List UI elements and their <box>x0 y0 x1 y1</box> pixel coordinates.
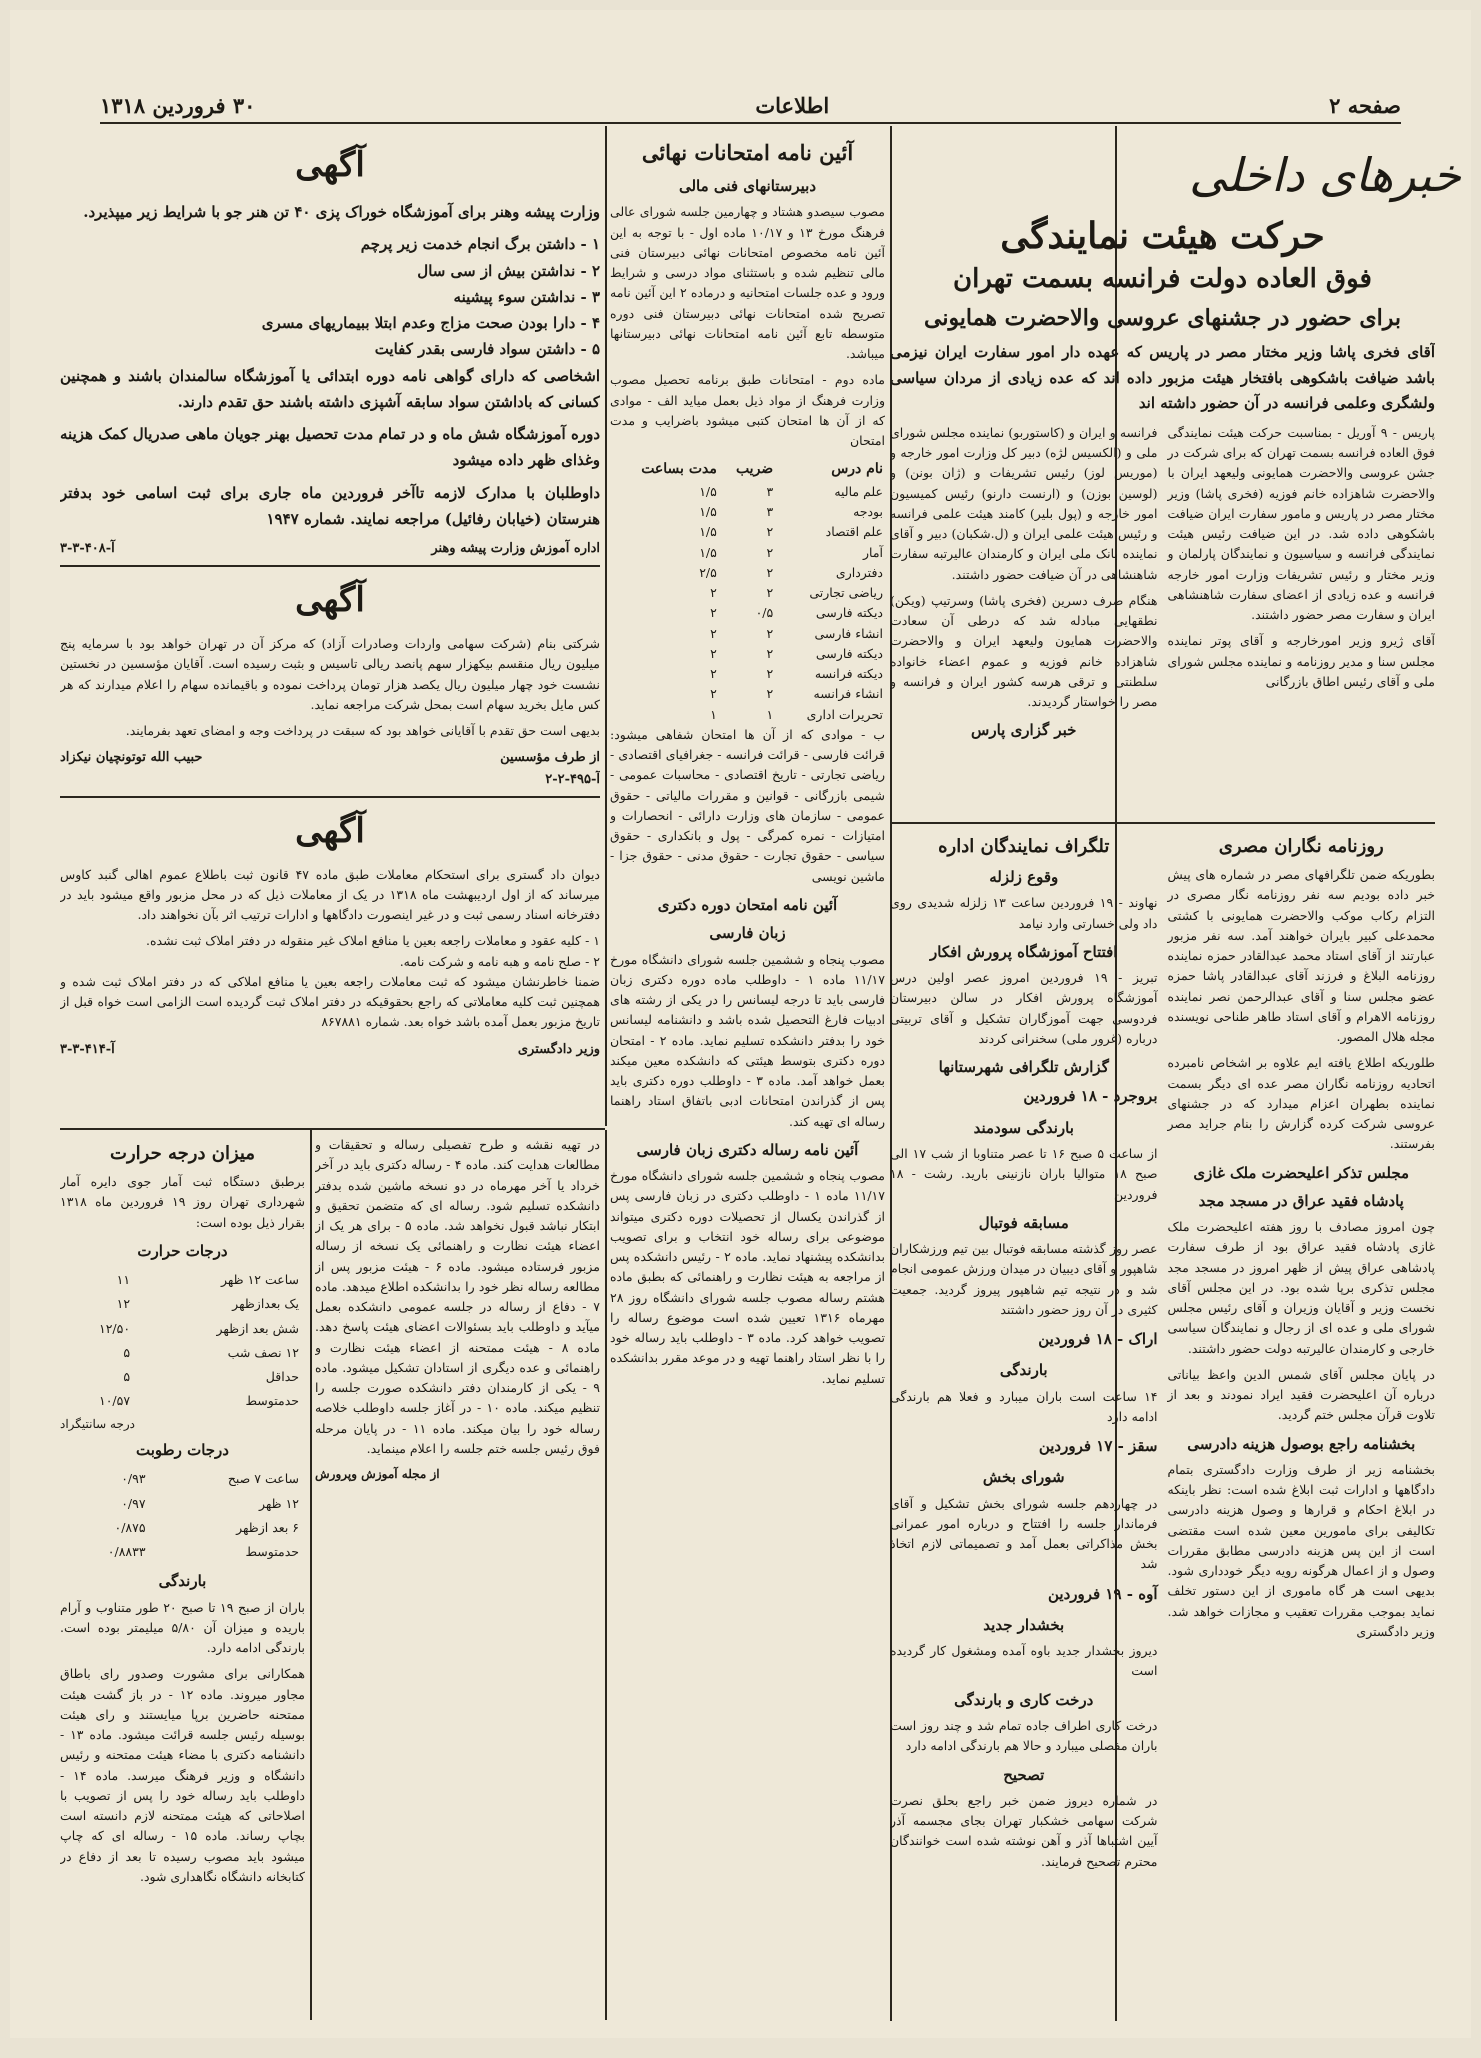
cell-duration: ۲ <box>710 666 717 682</box>
cell-subject: ديكته فارسی <box>815 645 883 661</box>
cell-value: ۱۲/۵۰ <box>98 1320 131 1336</box>
ad-vocational-duration: دوره آموزشگاه شش ماه و در تمام مدت تحصیل بهنر جویان ماهی صدریال کمک هزینه وغذای ظهر داده میشود <box>60 425 600 470</box>
cell-time: یک بعدازظهر <box>232 1296 299 1312</box>
subhead-wedding: برای حضور در جشنهای عروسی والاحضرت همایونی <box>923 304 1401 331</box>
cell-subject: آمار <box>862 544 883 560</box>
cell-duration: ۲/۵ <box>699 564 717 580</box>
journalists-text: بطوریکه ضمن تلگرافهای مصر در شماره های پیش خبر داده بودیم سه نفر روزنامه نگار مصری در التزام رکاب موکب والاحضرت همایونی با کشتی محمدعلی کبیر بایران خواهند آمد. سه نفر مزبور عبارتند از آقای استاد محمد عبدالقادر حمزه نماینده روزنامه البلاغ و فرزند آقای عبدالقادر پاشا حمزه عضو مجلس سنا و آقای عبدالرحمن نصر نماینده روزنامه الاهرام و آقای استاد طاهر طناحی نویسنده مجله هلال المصور. <box>1167 867 1435 1045</box>
school-headline: افتتاح آموزشگاه پرورش افکار <box>930 942 1118 961</box>
cell-value: ۱۲ <box>116 1296 131 1312</box>
journalists-text-2: طلوریکه اطلاع یافته ایم علاوه بر اشخاص نامبرده اتحادیه روزنامه نگاران مصر عده ای دیگر بسمت نماینده بطهران اعزام میدارد که در جشنهای عروسی شرکت کرده گزارش را بنام جراید مصر بفرستند. <box>1167 1055 1435 1152</box>
saqqez-line: سقز - ۱۷ فروردین <box>1038 1437 1158 1456</box>
weather-title: میزان درجه حرارت <box>110 1143 255 1164</box>
headline-delegation: حرکت هیئت نمایندگی <box>1000 215 1325 257</box>
ad-vocational-signature <box>60 538 600 559</box>
exam-subtitle: دبیرستانهای فنی مالی <box>678 177 817 196</box>
lede-paragraph: آقای فخری پاشا وزیر مختار مصر در پاریس که عهده دار امور سفارت ایران نیزمی باشد ضیافت باشکوهی بافتخار هیئت مزبور داده اند که عده زیادی از مردان سیاسی ولشگری وعلمی فرانسه در آن حضور داشته اند <box>890 343 1435 413</box>
tree-headline: درخت کاری و بارندگی <box>954 1690 1094 1709</box>
cell-coefficient: ۰/۵ <box>755 605 774 621</box>
exam-subjects-table <box>610 457 885 725</box>
ad-vocational-number: آ-۴۰۸-۳-۳ <box>60 541 115 557</box>
rain-headline-2: بارندگی <box>999 1361 1048 1380</box>
majles-headline-2: پادشاه فقید عراق در مسجد مجد <box>1198 1191 1404 1210</box>
ad-divider <box>60 796 600 798</box>
cell-subject: علم اقتصاد <box>825 524 883 540</box>
cell-value: ۵ <box>123 1344 131 1360</box>
table-row <box>62 1366 303 1388</box>
ad-justice-text: دیوان داد گستری برای استحکام معاملات طبق ماده ۴۷ قانون ثبت باطلاع عموم اهالی گنبد کاوس میرساند که از اول اردیبهشت ماه ۱۳۱۸ در یک از معاملات ذیل که در محل مزبور واقع میشود باید در دفترخانه اسناد رسمی ثبت و در غیر اینصورت دادگاهها و ادارات ترتیب اثر بآن نخواهند داد. <box>60 866 600 923</box>
council-text: در چهاردهم جلسه شورای بخش تشکیل و آقای فرماندار جلسه را افتتاح و درباره امور عمرانی بخش مذاکراتی بعمل آمد و تصمیماتی لازم اتخاذ شد <box>890 1495 1158 1572</box>
pars-agency: خبر گزاری پارس <box>971 721 1077 740</box>
cell-subject: تحريرات اداری <box>806 706 883 722</box>
cell-duration: ۲ <box>710 625 717 641</box>
exam-intro: مصوب سیصدو هشتاد و چهارمین جلسه شورای عالی فرهنگ مورخ ۱۳ و ۱۰/۱۷ ماده اول - با توجه به این آئین نامه مخصوص امتحانات نهائی دبیرستان فنی مالی تنظیم شده و باستثنای مواد درسی و شرایط ورود و عده جلسات امتحانیه و درماده ۲ این آئین نامه تصریح شده امتحانات نهائی دبیرستان فنی دوره متوسطه تابع آئین نامه امتحانات نهائی دبیرستانها میباشد. <box>610 204 885 362</box>
cell-subject: انشاء فرانسه <box>813 686 883 702</box>
story-para-1b: آقای ژیرو وزیر امورخارجه و آقای پوتر نماینده مجلس سنا و مدیر روزنامه و نماینده مجلس شورای ملی و آقای رئیس اطاق بازرگانی <box>1167 633 1435 689</box>
table-row <box>62 1517 303 1539</box>
subhead-france: فوق العاده دولت فرانسه بسمت تهران <box>953 264 1372 294</box>
cell-coefficient: ۳ <box>766 483 774 499</box>
rainfall-headline: بارندگی <box>158 1572 207 1591</box>
ad-justice-text-2: ضمنا خاطرنشان میشود که ثبت معاملات راجعه بعین یا منافع املاکی که در دفتر املاک ثبت شده و همچنین ثبت کلیه معاملاتی که راجع بحقوقیکه در دفتر املاک ثبت گردیده است الزامی است خواه قبل از تاریخ مزبور بعمل آمده باشد خواه بعد. شماره ۸۶۷۸۸۱ <box>60 973 600 1030</box>
masthead-domestic-news: خبرهای داخلی <box>1189 148 1461 202</box>
header-coefficient: ضریب <box>735 461 774 478</box>
advertisements-column <box>60 132 600 1122</box>
cell-duration: ۱/۵ <box>699 483 717 499</box>
tabriz-text: تبریز - ۱۹ فروردین امروز عصر اولین درس آموزشگاه پرورش افکار در سالن دبیرستان فردوسی جهت آموزگاران تشکیل و آقای تربیتی درباره (غرور ملی) سخنرانی کردند <box>890 970 1158 1046</box>
nahavand-text: نهاوند - ۱۹ فروردین ساعت ۱۳ زلزله شدیدی روی داد ولی خسارتی وارد نیامد <box>890 895 1158 931</box>
continued-thesis-text: در تهیه نقشه و طرح تفصیلی رساله و تحقیقات و مطالعات هدایت کند. ماده ۴ - رساله دکتری باید در آخر خرداد یا آخر مهرماه در دو نسخه ماشین شده بدفتر دانشکده تسلیم شود. رساله ای که متضمن تحقیق و ابتکار نباشد قبول نخواهد شد. ماده ۵ - برای هر یک از اعضاء هیئت نظارت و راهنمائی یک نسخه از رساله مزبور فرستاده میشود. ماده ۶ - هیئت مزبور پس از مطالعه رساله نظر خود را بدانشکده اطلاع میدهد. ماده ۷ - دفاع از رساله در جلسه عمومی دانشکده بعمل میآید و داوطلب باید بسئوالات اعضای هیئت پاسخ دهد. ماده ۸ - هیئت ممتحنه از اعضاء هیئت نظارت و راهنمائی و عده دیگری از استادان تشکیل میشود. ماده ۹ - یکی از کارمندان دفتر دانشکده صورت جلسه را تنظیم میکند. ماده ۱۰ - در آغاز جلسه داوطلب خلاصه رساله خود را بیان میکند. ماده ۱۱ - در پایان مرحله فوق رئیس جلسه ختم جلسه را اعلام مینماید. <box>315 1137 600 1456</box>
cell-subject: ديكته فرانسه <box>814 666 883 682</box>
order-headline: بخشنامه راجع بوصول هزینه دادرسی <box>1187 1434 1416 1453</box>
column-rule-left-bottom <box>605 1130 607 2020</box>
table-row <box>62 1293 303 1315</box>
ad-title-company: آگهی <box>295 580 365 621</box>
header-duration: مدت بساعت <box>641 461 717 478</box>
story-part-left <box>890 423 1158 818</box>
cell-value: ۰/۸۷۵ <box>114 1519 146 1535</box>
table-row <box>610 543 885 563</box>
doctor-exam-headline: آئین نامه امتحان دوره دکتری <box>657 895 838 914</box>
table-row <box>610 583 885 603</box>
cell-coefficient: ۲ <box>766 666 774 682</box>
humidity-headline: درجات رطوبت <box>136 1441 229 1460</box>
domestic-news-main <box>890 210 1435 2020</box>
majles-text-2: در پایان مجلس آقای شمس الدین واعظ بیاناتی درباره آن اعلیحضرت فقید ایراد نمودند و بعد از تلاوت قرآن مجلس ختم گردید. <box>1167 1366 1435 1423</box>
continued-thesis-text-2: همکارانی برای مشورت وصدور رای باطاق مجاور میروند. ماده ۱۲ - در باز گشت هیئت ممتحنه حاضرین برپا میایستند و رای هیئت بوسیله رئیس جلسه قرائت میشود. ماده ۱۳ - دانشنامه دکتری با مضاء هیئت ممتحنه و رئیس دانشگاه و وزیر فرهنگ میرسد. ماده ۱۴ - داوطلب باید رساله خود را پس از تصویب با اصلاحاتی که هیئت ممتحنه لازم دانسته است بچاپ رساند. ماده ۱۵ - رساله ای که چاپ میشود باید مصوب رسیده تا بعد از دفاع در کتابخانه دانشگاه نگاهداری شود. <box>60 1666 305 1884</box>
cell-time: ۱۲ ظهر <box>258 1495 299 1511</box>
table-row <box>62 1318 303 1340</box>
ad-vocational-registration: داوطلبان با مدارک لازمه تاآخر فروردین ماه جاری برای ثبت اسامی خود بدفتر هنرستان (خیابان رفائیل) مراجعه نمایند. شماره ۱۹۴۷ <box>60 483 600 528</box>
cell-coefficient: ۲ <box>766 564 774 580</box>
source-credit: از مجله آموزش وپرورش <box>315 1467 440 1481</box>
issue-date: ۳۰ فروردین ۱۳۱۸ <box>100 92 256 118</box>
cell-value: ۰/۹۷ <box>121 1495 146 1511</box>
correction-text: در شماره دیروز ضمن خبر راجع بحلق نصرت شرکت سهامی خشکبار تهران بجای مجسمه آذر آیین اشتباها آذر و آهن نوشته شده است خوانندگان محترم تصحیح فرمایند. <box>890 1792 1158 1869</box>
ad-vocational-condition: ۲ - نداشتن بیش از سی سال <box>417 261 600 280</box>
cell-duration: ۱/۵ <box>699 544 717 560</box>
bakhshdar-headline: بخشدار جدید <box>983 1615 1065 1634</box>
ad-divider <box>60 565 600 567</box>
cell-value: ۱۱ <box>116 1272 131 1288</box>
tree-text: درخت کاری اطراف جاده تمام شد و چند روز است باران مفصلی میبارد و حالا هم بارندگی ادامه دارد <box>890 1718 1158 1754</box>
football-headline: مسابقه فوتبال <box>978 1213 1069 1232</box>
story-divider <box>890 822 1435 824</box>
ad-company-text-2: بدیهی است حق تقدم با آقایانی خواهد بود که سبقت در پرداخت وجه و امضای تعهد بفرمایند. <box>125 723 600 739</box>
ad-vocational-priority: اشخاصی که دارای گواهی نامه دوره ابتدائی یا آموزشگاه سالمندان باشند و همچنین کسانی که باداشتن سواد سابقه آشپزی داشته باشند حق تقدم دارند. <box>60 366 600 411</box>
continued-thesis-column <box>315 1135 600 2015</box>
ad-justice-signer: وزیر دادگستری <box>517 1041 600 1057</box>
quake-headline: وقوع زلزله <box>989 868 1059 887</box>
cell-duration: ۲ <box>710 585 717 601</box>
table-row <box>610 563 885 583</box>
column-rule-left-inner <box>310 1130 312 2020</box>
cell-value: ۵ <box>123 1369 131 1385</box>
cell-subject: انشاء فارسی <box>814 625 883 641</box>
football-text: عصر روز گذشته مسابقه فوتبال بین تیم ورزشکاران شاهپور و آقای دیبیان در میدان ورزش عمومی انجام شد و در نتیجه تیم شاهپور پیروز گردید. جمعیت کثیری در آن روز حضور داشتند <box>890 1241 1158 1317</box>
temperature-headline: درجات حرارت <box>137 1241 228 1260</box>
rain-text-1: از ساعت ۵ صبح ۱۶ تا عصر متناوبا از شب ۱۷ الی صبح ۱۸ متوالیا باران نازنینی بارید. رشت - ۱۸ فروردین <box>890 1146 1158 1202</box>
ave-line: آوه - ۱۹ فروردین <box>1047 1584 1158 1603</box>
cell-time: ساعت ۷ صبح <box>227 1471 299 1487</box>
ad-company-signature <box>60 747 600 768</box>
weather-column <box>60 1135 305 2015</box>
majles-text: چون امروز مصادف با روز هفته اعلیحضرت ملک غازی پادشاه فقید عراق بود از طرف سفارت پادشاهی عراق پیش از ظهر امروز در مسجد مجد مجلس تذکری برپا شده بود. در این مجلس آقای نخست وزیر و آقایان وزیران و آقای رئیس مجلس شورای ملی و عده ای از رجال و نمایندگان سیاسی خارجی و کارمندان عالیرتبه دولت حضور داشتند. <box>1167 1219 1435 1356</box>
section-divider-left <box>60 1128 605 1130</box>
cell-time: ۶ بعد ازظهر <box>236 1519 299 1535</box>
page-number: صفحه ۲ <box>1329 92 1401 118</box>
cell-subject: دفترداری <box>835 564 883 580</box>
telegraph-headline: تلگراف نمایندگان اداره <box>938 835 1110 857</box>
exam-regulations-column <box>610 132 885 2022</box>
journalists-headline: روزنامه نگاران مصری <box>1218 835 1384 857</box>
ad-vocational-condition: ۳ - نداشتن سوء پیشینه <box>453 287 600 306</box>
cell-coefficient: ۲ <box>766 544 774 560</box>
cell-subject: رياضی تجارتی <box>809 585 883 601</box>
cell-coefficient: ۲ <box>766 585 774 601</box>
cell-coefficient: ۱ <box>766 706 774 722</box>
table-row <box>610 684 885 704</box>
journalists-block <box>1168 828 1436 1878</box>
cell-coefficient: ۳ <box>766 504 774 520</box>
lower-news <box>890 828 1435 1878</box>
cell-duration: ۲ <box>710 605 717 621</box>
table-row <box>610 482 885 502</box>
paper-name: اطلاعات <box>755 92 830 118</box>
cell-coefficient: ۲ <box>766 645 774 661</box>
ad-vocational-condition: ۵ - داشتن سواد فارسی بقدر کفایت <box>374 340 600 359</box>
ad-company-number: آ-۴۹۵-۲-۲ <box>545 771 600 787</box>
cell-time: ۱۲ نصف شب <box>227 1344 299 1360</box>
boroujerd-line: بروجرد - ۱۸ فروردین <box>1023 1087 1158 1106</box>
table-row <box>62 1342 303 1364</box>
table-row <box>62 1468 303 1490</box>
delegation-story <box>890 423 1435 818</box>
cell-subject: ديكته فارسی <box>815 605 883 621</box>
table-header-row <box>610 457 885 482</box>
cell-time: حداقل <box>265 1369 299 1385</box>
ad-vocational-text: وزارت پیشه وهنر برای آموزشگاه خوراک پزی ۴۰ تن هنر جو با شرایط زیر میپذیرد. <box>83 203 600 222</box>
council-headline: شورای بخش <box>982 1468 1065 1487</box>
table-row <box>62 1269 303 1291</box>
ad-justice-item: ۲ - صلح نامه و هبه نامه و شرکت نامه. <box>399 953 600 969</box>
thesis-headline: آئین نامه رساله دکتری زبان فارسی <box>636 1140 859 1159</box>
majles-headline: مجلس تذکر اعلیحضرت ملک غازی <box>1193 1163 1410 1182</box>
ad-title-justice: آگهی <box>295 810 365 851</box>
ad-justice-item: ۱ - کلیه عقود و معاملات راجعه بعین یا منافع املاک غیر منقوله در دفتر املاک ثبت نشده. <box>146 933 600 949</box>
doctor-exam-subhead: زبان فارسی <box>709 924 786 943</box>
thesis-text: مصوب پنجاه و ششمین جلسه شورای دانشگاه مورخ ۱۱/۱۷ ماده ۱ - داوطلب دکتری در زبان فارسی پس از گذراندن یکسال از تحصیلات دوره دکتری میتواند موضوعی برای رساله خود انتخاب و برای تصویب بدانشکده پیشنهاد نماید. ماده ۲ - رئیس دانشکده پس از مراجعه به هیئت نظارت و راهنمائی که بطبق ماده هشتم رساله مصوب جلسه شورای دانشگاه روز ۲۸ مهرماه ۱۳۱۶ تعیین شده است موضوع رساله را تصویب خواهد کرد. ماده ۳ - داوطلب باید رساله خود را با نظر استاد راهنما تهیه و در موعد مقرر بدانشکده تسلیم نماید. <box>610 1168 885 1386</box>
table-row <box>610 624 885 644</box>
temperature-unit: درجه سانتیگراد <box>60 1416 136 1431</box>
ad-justice-number: آ-۴۱۴-۳-۳ <box>60 1041 115 1057</box>
cell-duration: ۱/۵ <box>699 524 717 540</box>
weather-text: برطبق دستگاه ثبت آمار جوی دایره آمار شهرداری تهران روز ۱۹ فروردین ماه ۱۳۱۸ بقرار ذیل بوده است: <box>60 1174 305 1230</box>
report-headline: گزارش تلگرافی شهرستانها <box>938 1058 1109 1077</box>
ad-company-number-row <box>60 769 600 790</box>
cell-coefficient: ۲ <box>766 524 774 540</box>
column-rule-left-top <box>605 126 607 1126</box>
cell-duration: ۱/۵ <box>699 504 717 520</box>
cell-coefficient: ۲ <box>766 686 774 702</box>
story-para-3: هنگام صرف دسرین (فخری پاشا) وسرتیپ (ویکن) نطقهایی مبادله شد که درطی آن سعادت والاحضرت همایون ولیعهد ایران و والاحضرت شاهزاده خانم فوزیه و عموم اعضاء خانواده سلطنتی و ترقی هرسه کشور ایران و فرانسه و مصر را خواستار گردیدند. <box>890 592 1158 710</box>
header-subject: نام درس <box>831 461 883 478</box>
cell-subject: علم ماليه <box>834 483 883 499</box>
correction-headline: تصحیح <box>1003 1765 1045 1784</box>
bakhshdar-text: دیروز بخشدار جدید باوه آمده ومشغول کار گردیده است <box>890 1643 1158 1679</box>
telegraph-block <box>890 828 1158 1878</box>
table-row <box>62 1541 303 1563</box>
oral-exams-text: ب - موادی که از آن ها امتحان شفاهی میشود: قرائت فارسی - قرائت فرانسه - جغرافیای اقتصادی - ریاضی تجارتی - تاریخ اقتصادی - محاسبات عمومی - شیمی بازرگانی - قوانین و مقررات مالیاتی - حقوق عمومی - سازمان های وزارت دارائی - انحصارات و امتیازات - نمره کمرگی - پول و بانکداری - حقوق سیاسی - حقوق تجارت - حقوق مدنی - حقوق جزا - ماشین نویسی <box>610 726 885 884</box>
cell-value: ۰/۸۸۳۳ <box>107 1544 146 1560</box>
ad-vocational-condition: ۱ - داشتن برگ انجام خدمت زیر پرچم <box>360 235 600 254</box>
table-row <box>610 644 885 664</box>
ad-justice-signature <box>60 1039 600 1060</box>
rain-text-2: ۱۴ ساعت است باران میبارد و فعلا هم بارندگی ادامه دارد <box>890 1388 1158 1424</box>
table-row <box>610 603 885 623</box>
ad-company-text: شرکتی بنام (شرکت سهامی واردات وصادرات آزاد) که مرکز آن در تهران خواهد بود با سرمایه پنج میلیون ریال منقسم بیکهزار سهم پانصد ریالی تاسیس و بثبت رسیده است. آقایان مؤسسین در نخستین نشست خود چهار میلیون ریال یکصد هزار تومان پرداخت نموده و باقیمانده سهام را اعلام میدارند که هر کس مایل بخرید سهام است بمحل شرکت مراجعه نماید. <box>60 636 600 712</box>
cell-subject: بودجه <box>853 504 883 520</box>
ad-title-vocational: آگهی <box>295 145 365 185</box>
rain-headline-1: بارندگی سودمند <box>973 1118 1074 1137</box>
cell-value: ۰/۹۳ <box>121 1471 146 1487</box>
temperature-table <box>60 1267 305 1415</box>
story-para-2: فرانسه و ایران و (کاستوربو) نماینده مجلس شورای ملی و (الکسیس لژه) دبیر کل وزارت امور خارجه و (موریس لوز) رئیس تشریفات و (ژان بونن) و (لوسین بوزن) و (ارنست دارنو) رئیس کمیسیون امور خارجه و (پول بلیر) کامند هیئت علمی فرانسه و رئیس هیئت علمی ایران و (ل.شکبان) دبیر و آقای نماینده بانک ملی ایران و کارمندان عالیرتبه سفارت شاهنشاهی در آن ضیافت حضور داشتند. <box>890 424 1158 582</box>
ad-company-signer: حبیب الله توتونچیان نیکزاد <box>60 750 203 766</box>
table-row <box>610 502 885 522</box>
ad-vocational-signer: اداره آموزش وزارت پیشه وهنر <box>431 541 600 557</box>
cell-time: شش بعد ازظهر <box>216 1320 299 1336</box>
cell-value: ۱۰/۵۷ <box>98 1393 131 1409</box>
order-text: بخشنامه زیر از طرف وزارت دادگستری بتمام دادگاهها و ادارات ثبت ابلاغ شده است: نظر باینکه در ابلاغ احکام و قرارها و وصول هزینه دادرسی تکالیفی برای مامورین معین شده است مقتضی است از این پس هزینه دادرسی مطابق مقررات وصول و از اعمال هرگونه رویه دیگر خودداری شود. بدیهی است هر گاه ماموری از این دستور تخلف نماید بموجب مقررات تعقیب و مجازات خواهد شد. وزیر دادگستری <box>1167 1461 1435 1639</box>
table-row <box>62 1493 303 1515</box>
exam-article-2: ماده دوم - امتحانات طبق برنامه تحصیل مصوب وزارت فرهنگ از مواد ذیل بعمل میاید الف - موادی که از آن ها امتحان کتبی میشود باضرایب و مدت امتحان <box>610 372 885 449</box>
ad-vocational-condition: ۴ - دارا بودن صحت مزاج وعدم ابتلا ببیماریهای مسری <box>261 314 600 333</box>
ad-company-signer-prefix: از طرف مؤسسین <box>500 750 600 766</box>
humidity-table <box>60 1466 305 1565</box>
cell-time: ساعت ۱۲ ظهر <box>220 1272 299 1288</box>
page-header <box>100 88 1401 124</box>
cell-coefficient: ۲ <box>766 625 774 641</box>
cell-time: حدمتوسط <box>245 1393 299 1409</box>
story-para-1: پاریس - ۹ آوریل - بمناسبت حرکت هیئت نمایندگی فوق العاده فرانسه بسمت تهران که برای شرکت در جشن عروسی والاحضرت همایونی ولیعهد ایران با والاحضرت شاهزاده خانم فوزیه (فخری پاشا) وزیر مختار مصر در پاریس و مامور سفارت ایران ضیافت باشکوهی داده شد. در این ضیافت رئیس هیئت نمایندگی فرانسه و سیاسیون و نمایندگان پارلمان و وزیر مختار و رئیس تشریفات وزارت امور خارجه فرانسه و عده زیادی از اعضای سفارت شاهنشاهی ایران و سفارت مصر حضور داشتند. <box>1167 424 1435 623</box>
table-row <box>610 522 885 542</box>
arak-line: اراک - ۱۸ فروردین <box>1038 1330 1158 1349</box>
newspaper-page <box>10 10 1471 2038</box>
table-row <box>62 1390 303 1412</box>
cell-duration: ۲ <box>710 686 717 702</box>
story-part-right <box>1168 423 1436 818</box>
rainfall-text: باران از صبح ۱۹ تا صبح ۲۰ طور متناوب و آرام باریده و میزان آن ۵/۸۰ میلیمتر بوده است. بارندگی ادامه دارد. <box>60 1599 305 1656</box>
exam-title: آئین نامه امتحانات نهائی <box>641 140 854 165</box>
cell-duration: ۲ <box>710 645 717 661</box>
cell-time: حدمتوسط <box>245 1544 299 1560</box>
table-row <box>610 705 885 725</box>
doctor-exam-text: مصوب پنجاه و ششمین جلسه شورای دانشگاه مورخ ۱۱/۱۷ ماده ۱ - داوطلب ماده دوره دکتری زبان فارسی باید تا درجه لیسانس را در یکی از رشته های ادبیات فارغ التحصیل شده باشد و دانشنامه لیسانس خود را بدفتر دانشکده تسلیم نماید. ماده ۲ - امتحان دوره دکتری بتوسط هیئتی که دانشکده معین میکند بعمل خواهد آمد. ماده ۳ - داوطلب دوره دکتری باید پس از گذراندن امتحانات ادبی باتفاق استاد راهنما رساله ای تهیه کند. <box>610 951 885 1129</box>
table-row <box>610 664 885 684</box>
cell-duration: ۱ <box>710 706 717 722</box>
